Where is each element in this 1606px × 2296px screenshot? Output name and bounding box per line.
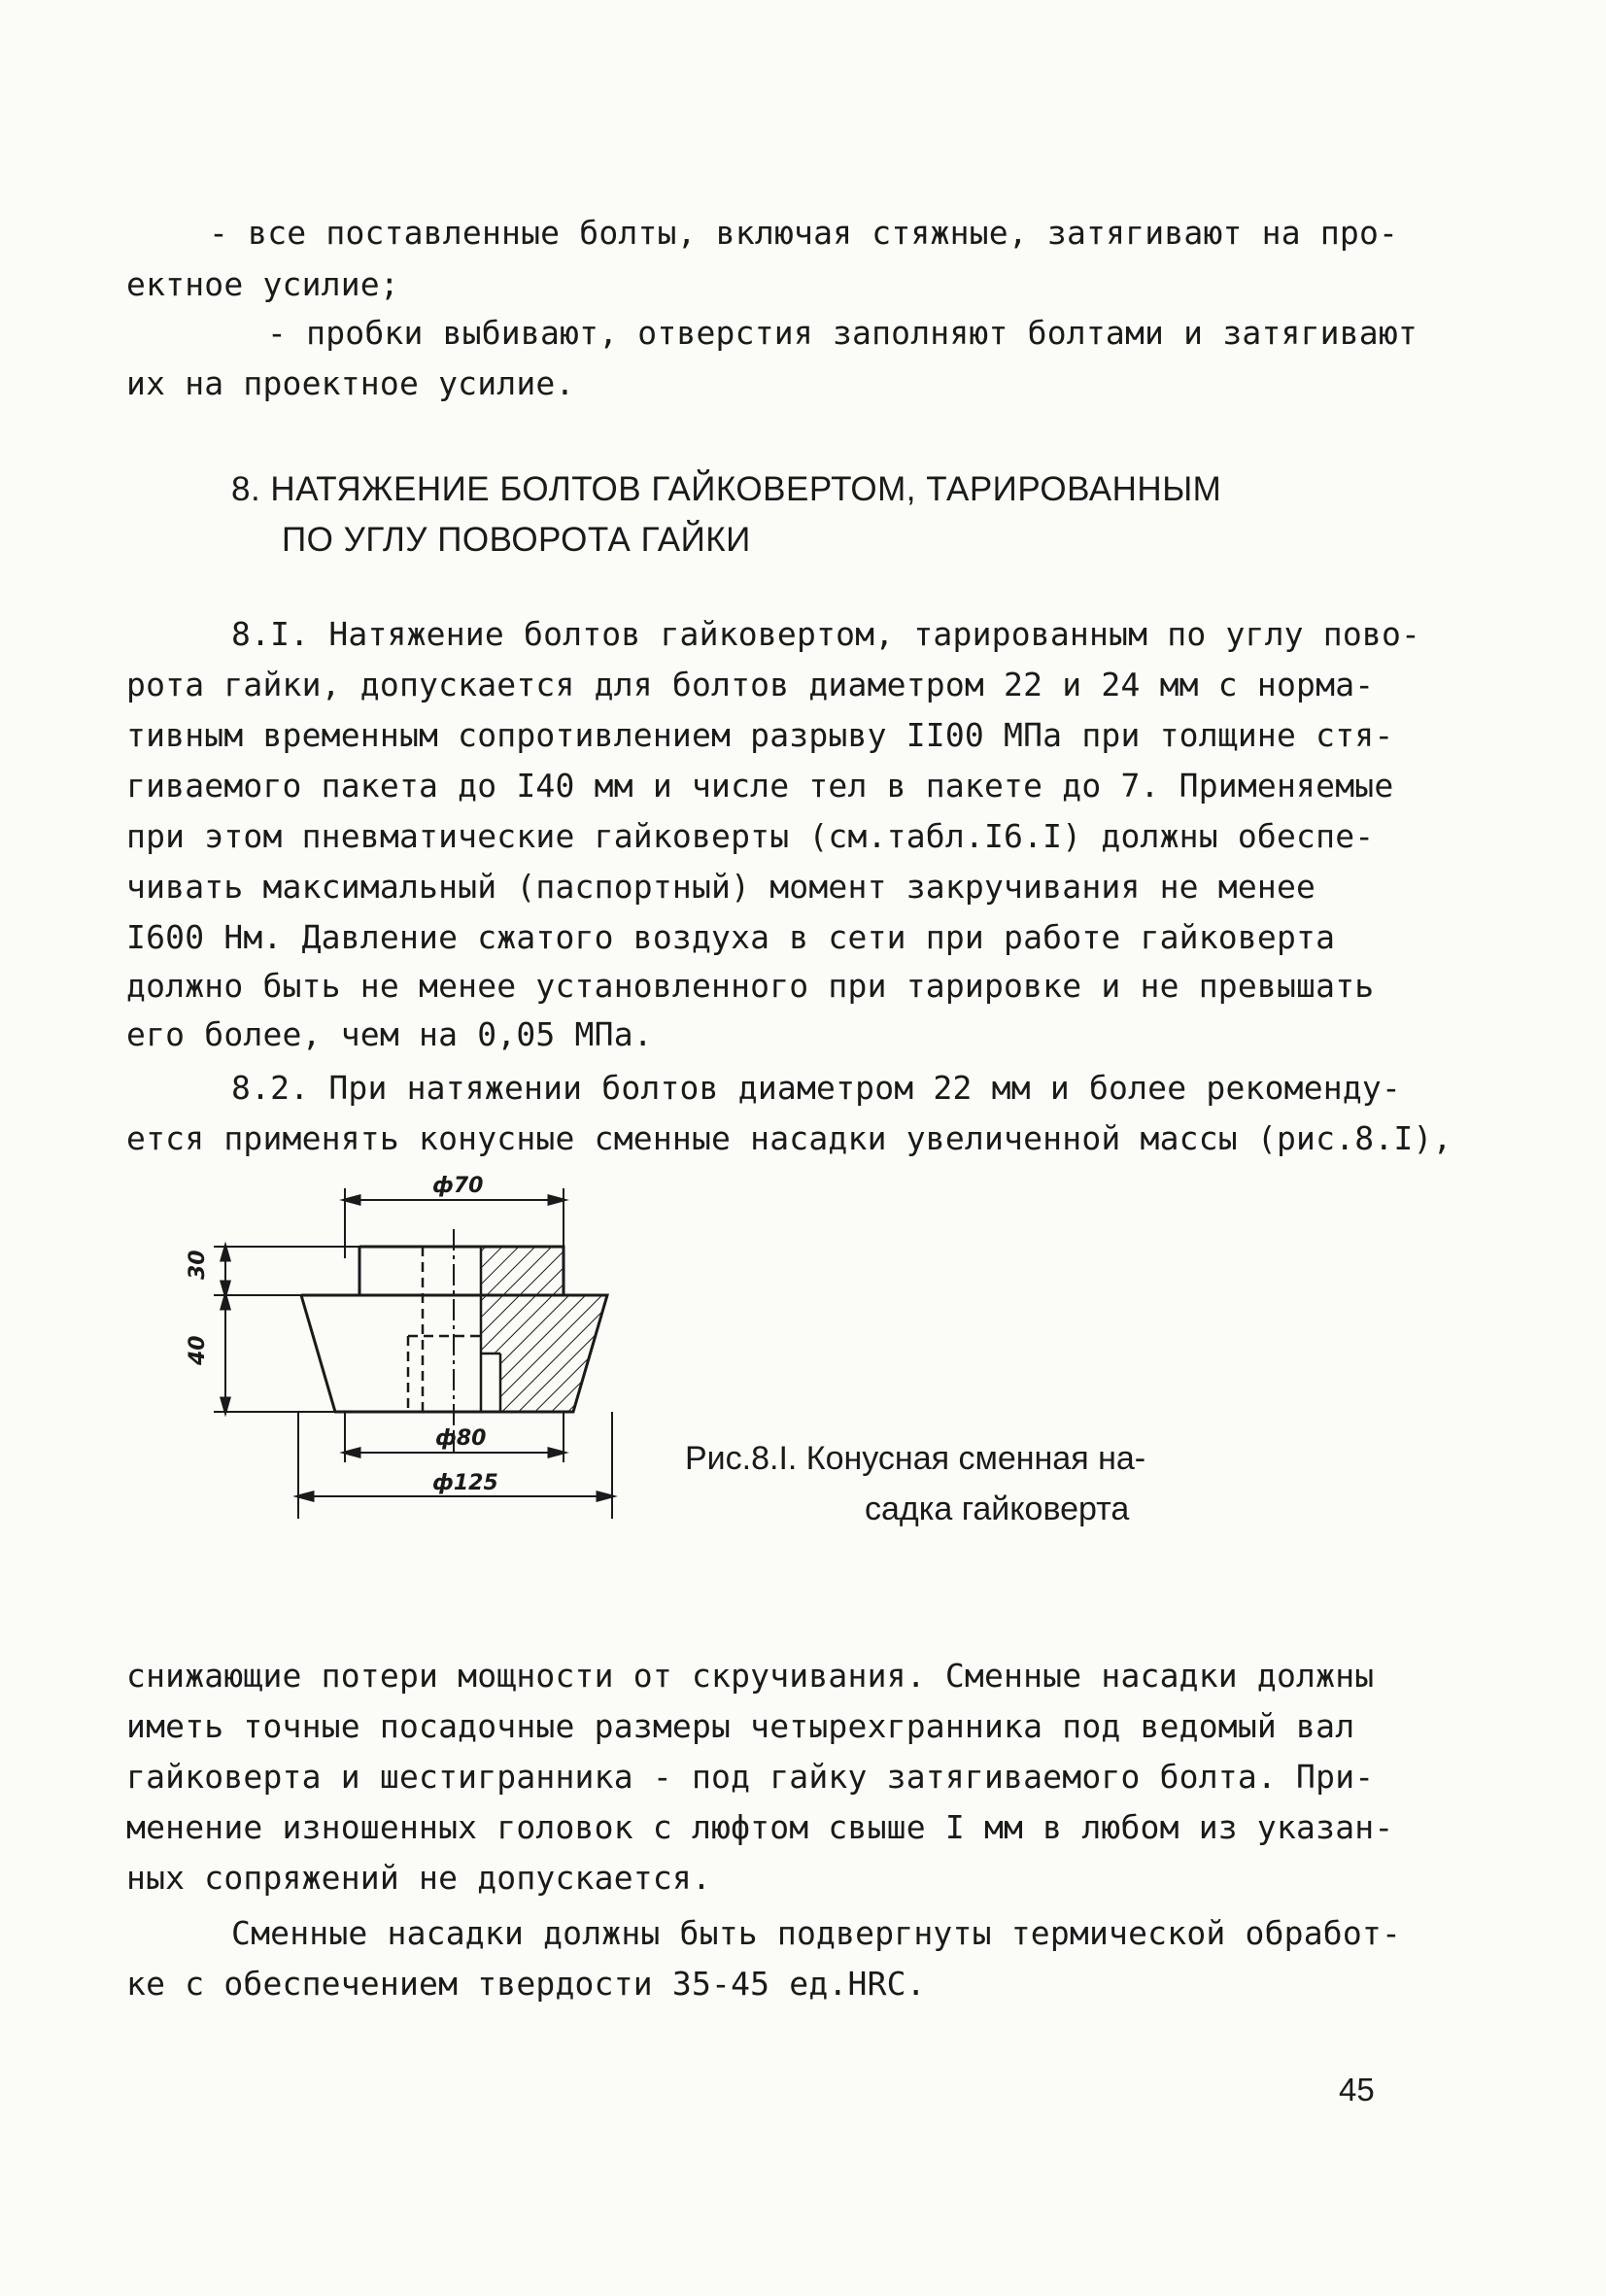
para-8-1-line-5: при этом пневматические гайковерты (см.табл.I6.I) должны обеспе-: [126, 817, 1375, 855]
para-8-1-line-4: гиваемого пакета до I40 мм и числе тел в пакете до 7. Применяемые: [126, 767, 1394, 805]
para-8-1-line-6: чивать максимальный (паспортный) момент закручивания не менее: [126, 868, 1316, 906]
para-8-1-line-3: тивным временным сопротивлением разрыву II00 МПа при толщине стя-: [126, 716, 1394, 754]
para-8-1-line-9: его более, чем на 0,05 МПа.: [126, 1015, 653, 1053]
dim-mid-label: ф80: [435, 1426, 487, 1451]
para-8-1-line-8: должно быть не менее установленного при тарировке и не превышать: [126, 967, 1375, 1005]
dim-top-label: ф70: [432, 1174, 484, 1198]
continuation-line-4: менение изношенных головок с люфтом свыше I мм в любом из указан-: [126, 1808, 1394, 1846]
intro-line-1: - все поставленные болты, включая стяжные, затягивают на про-: [209, 214, 1399, 252]
figure-caption-line-2: садка гайковерта: [865, 1491, 1130, 1527]
final-para-line-1: Сменные насадки должны быть подвергнуты термической обработ-: [231, 1914, 1402, 1952]
continuation-line-1: снижающие потери мощности от скручивания. Сменные насадки должны: [126, 1657, 1375, 1695]
intro-line-4: их на проектное усилие.: [126, 364, 575, 402]
intro-line-2: ектное усилие;: [126, 265, 399, 303]
para-8-1-line-1: 8.I. Натяжение болтов гайковертом, тарированным по углу пово-: [231, 615, 1421, 653]
section-title-line-1: 8. НАТЯЖЕНИЕ БОЛТОВ ГАЙКОВЕРТОМ, ТАРИРОВАННЫМ: [231, 470, 1222, 508]
continuation-line-2: иметь точные посадочные размеры четырехгранника под ведомый вал: [126, 1707, 1355, 1745]
conical-socket-drawing: [165, 1171, 670, 1540]
dim-bottom-label: ф125: [432, 1471, 498, 1495]
dim-h2-label: 40: [186, 1335, 210, 1365]
section-title-line-2: ПО УГЛУ ПОВОРОТА ГАЙКИ: [282, 521, 751, 559]
para-8-1-line-7: I600 Нм. Давление сжатого воздуха в сети при работе гайковерта: [126, 918, 1336, 956]
page-number: 45: [1339, 2072, 1375, 2108]
para-8-1-line-2: рота гайки, допускается для болтов диаметром 22 и 24 мм с норма-: [126, 666, 1375, 703]
para-8-2-line-1: 8.2. При натяжении болтов диаметром 22 мм и более рекоменду-: [231, 1069, 1402, 1107]
continuation-line-5: ных сопряжений не допускается.: [126, 1859, 712, 1897]
intro-line-3: - пробки выбивают, отверстия заполняют болтами и затягивают: [267, 314, 1418, 352]
continuation-line-3: гайковерта и шестигранника - под гайку затягиваемого болта. При-: [126, 1758, 1375, 1796]
figure-caption-line-1: Рис.8.I. Конусная сменная на-: [685, 1440, 1146, 1477]
para-8-2-line-2: ется применять конусные сменные насадки увеличенной массы (рис.8.I),: [126, 1119, 1452, 1157]
final-para-line-2: ке с обеспечением твердости 35-45 ед.HRC.: [126, 1965, 926, 2003]
dim-h1-label: 30: [186, 1250, 210, 1280]
